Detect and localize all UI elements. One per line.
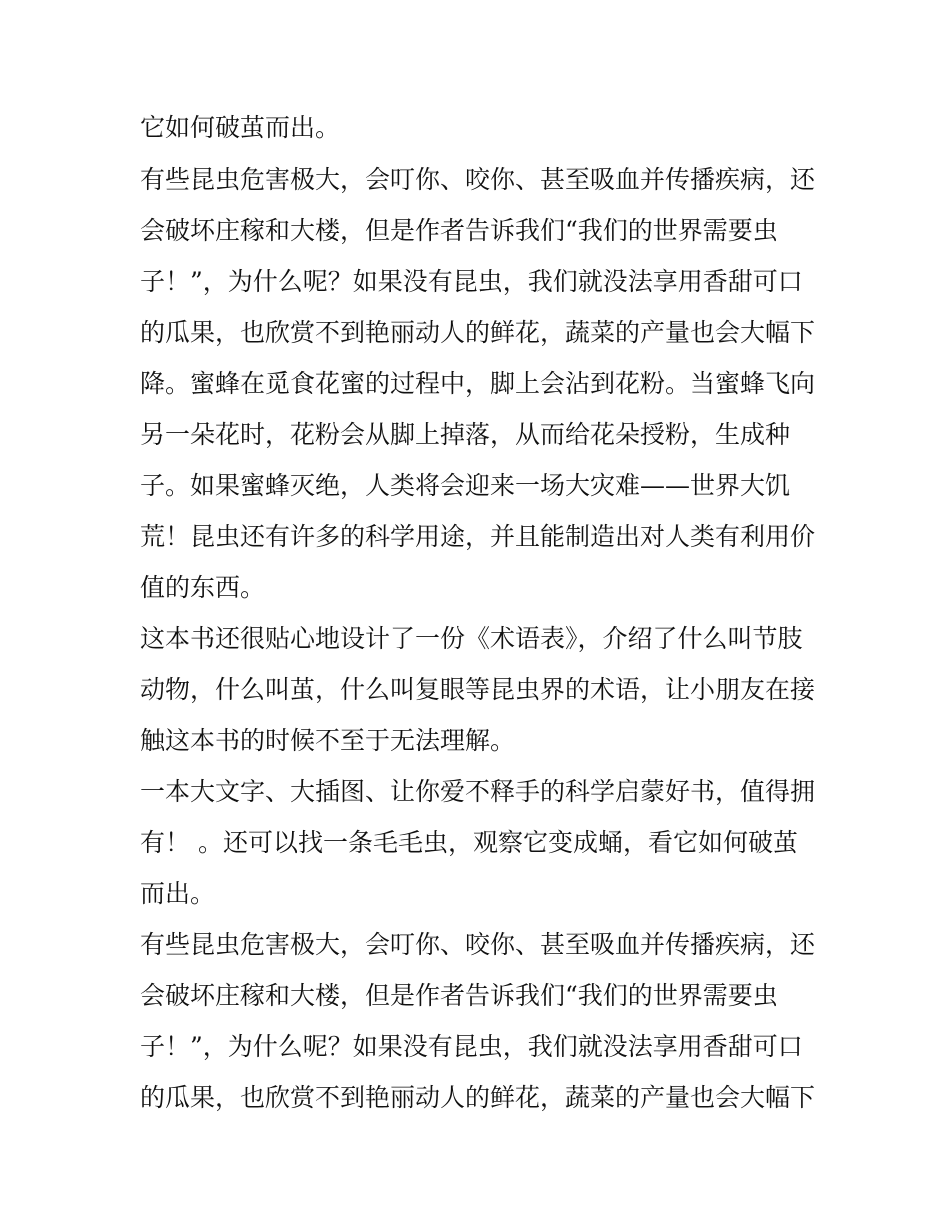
text-line: 降。蜜蜂在觅食花蜜的过程中，脚上会沾到花粉。当蜜蜂飞向 bbox=[140, 369, 816, 398]
text-line: 有些昆虫危害极大，会叮你、咬你、甚至吸血并传播疾病，还 bbox=[140, 930, 816, 959]
text-line: 有！ 。还可以找一条毛毛虫，观察它变成蛹，看它如何破茧 bbox=[140, 828, 798, 857]
text-line: 子。如果蜜蜂灭绝，人类将会迎来一场大灾难——世界大饥 bbox=[140, 471, 791, 500]
text-line: 子！”，为什么呢？如果没有昆虫，我们就没法享用香甜可口 bbox=[140, 267, 803, 296]
text-line: 会破坏庄稼和大楼，但是作者告诉我们“我们的世界需要虫 bbox=[140, 981, 778, 1010]
text-line: 子！”，为什么呢？如果没有昆虫，我们就没法享用香甜可口 bbox=[140, 1032, 803, 1061]
text-line: 另一朵花时，花粉会从脚上掉落，从而给花朵授粉，生成种 bbox=[140, 420, 791, 449]
text-line: 的瓜果，也欣赏不到艳丽动人的鲜花，蔬菜的产量也会大幅下 bbox=[140, 318, 816, 347]
text-line: 这本书还很贴心地设计了一份《术语表》，介绍了什么叫节肢 bbox=[140, 624, 803, 653]
text-line: 动物，什么叫茧，什么叫复眼等昆虫界的术语，让小朋友在接 bbox=[140, 675, 816, 704]
text-line: 会破坏庄稼和大楼，但是作者告诉我们“我们的世界需要虫 bbox=[140, 216, 778, 245]
text-line: 的瓜果，也欣赏不到艳丽动人的鲜花，蔬菜的产量也会大幅下 bbox=[140, 1083, 816, 1112]
text-line: 而出。 bbox=[140, 879, 216, 908]
text-line: 它如何破茧而出。 bbox=[140, 113, 341, 142]
text-line: 值的东西。 bbox=[140, 573, 266, 602]
text-line: 荒！昆虫还有许多的科学用途，并且能制造出对人类有利用价 bbox=[140, 522, 816, 551]
text-line: 有些昆虫危害极大，会叮你、咬你、甚至吸血并传播疾病，还 bbox=[140, 165, 816, 194]
text-line: 一本大文字、大插图、让你爱不释手的科学启蒙好书，值得拥 bbox=[140, 777, 816, 806]
text-line: 触这本书的时候不至于无法理解。 bbox=[140, 726, 516, 755]
